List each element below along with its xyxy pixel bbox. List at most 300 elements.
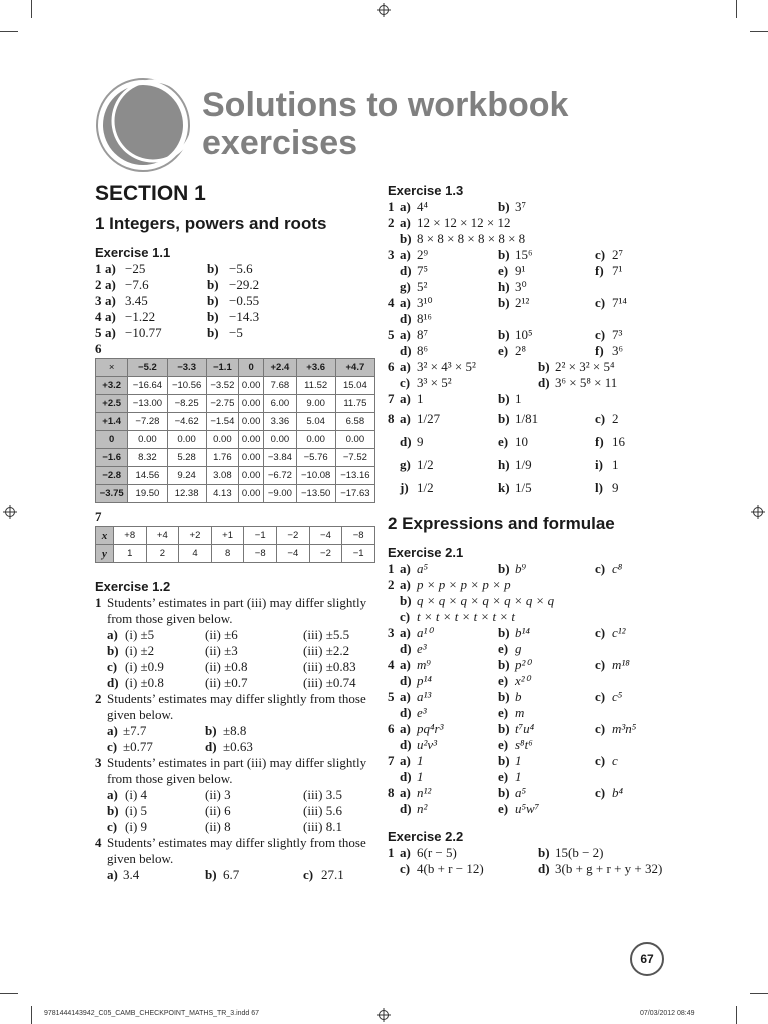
answer-value: 1 <box>515 769 522 784</box>
question-number-label: 1 <box>388 199 395 214</box>
part-label: d) <box>400 737 412 752</box>
part-label: a) <box>400 845 411 860</box>
row-header: +2.5 <box>96 395 128 413</box>
answer-cell: (ii) ±3 <box>205 643 238 658</box>
part-label: b) <box>498 657 510 672</box>
table-cell: 9.00 <box>296 395 335 413</box>
answer-value: e³ <box>417 641 427 656</box>
answer-row <box>388 311 688 327</box>
table-cell: 4.13 <box>206 485 238 503</box>
question-number-label: 7 <box>95 509 102 524</box>
answer-cell: (iii) ±5.5 <box>303 627 350 642</box>
table-cell: 0.00 <box>239 395 264 413</box>
answer-value: 7³ <box>612 327 623 342</box>
answer-row <box>388 295 688 311</box>
question-number-label: 1 <box>95 595 102 610</box>
part-label: c) <box>595 327 606 342</box>
answer-value: s⁸t⁶ <box>515 737 533 752</box>
table-cell: −7.28 <box>128 413 167 431</box>
answer-row <box>95 723 375 739</box>
table-cell: 1.76 <box>206 449 238 467</box>
part-label: c) <box>595 411 606 426</box>
table-cell: −1.54 <box>206 413 238 431</box>
part-label: b) <box>498 247 510 262</box>
question-number-label: 4 <box>95 835 102 850</box>
table-cell: −10.56 <box>167 377 206 395</box>
answer-row <box>95 819 375 835</box>
crop-mark <box>31 1006 32 1024</box>
part-label: c) <box>400 375 411 390</box>
question-number <box>95 341 375 357</box>
answer-value: 3(b + g + r + y + 32) <box>555 861 663 876</box>
answer-value: b <box>515 689 522 704</box>
question-text-body: Students’ estimates may differ slightly from those given below. <box>107 835 366 866</box>
part-label: a) <box>400 411 411 426</box>
table-cell: 0.00 <box>239 485 264 503</box>
part-label: a) <box>400 689 411 704</box>
question-number-label: 2 <box>388 577 395 592</box>
answer-row <box>388 845 688 861</box>
part-label: c) <box>595 657 606 672</box>
answer-value: 9¹ <box>515 263 526 278</box>
answer-cell: (iii) ±0.74 <box>303 675 356 690</box>
answer-value: pq⁴r³ <box>417 721 444 736</box>
answer-value: c⁸ <box>612 561 623 576</box>
answer-value: m¹⁸ <box>612 657 630 672</box>
row-header: 0 <box>96 431 128 449</box>
answer-cell: a) <box>105 293 116 308</box>
answer-value: 2⁷ <box>612 247 624 262</box>
answer-value: 3² × 4³ × 5² <box>417 359 476 374</box>
answer-cell: 4 <box>95 309 102 324</box>
answer-cell: ±7.7 <box>123 723 147 738</box>
part-label: d) <box>400 769 412 784</box>
part-label: e) <box>498 343 509 358</box>
answer-row <box>388 721 688 737</box>
row-header: x <box>96 527 114 545</box>
table-cell: −9.00 <box>264 485 296 503</box>
answer-cell: d) <box>107 675 119 690</box>
part-label: e) <box>498 263 509 278</box>
answer-row <box>388 215 688 231</box>
part-label: e) <box>498 769 509 784</box>
part-label: c) <box>595 561 606 576</box>
answer-value: x²⁰ <box>515 673 530 688</box>
part-label: b) <box>400 231 412 246</box>
part-label: e) <box>498 434 509 449</box>
answer-value: 1 <box>417 753 424 768</box>
answer-row <box>388 343 688 359</box>
answer-value: 1 <box>417 769 424 784</box>
answer-row <box>95 803 375 819</box>
answer-value: 9 <box>612 480 619 495</box>
exercise-heading: Exercise 1.1 <box>95 245 171 260</box>
part-label: b) <box>498 561 510 576</box>
answer-cell: c) <box>107 739 118 754</box>
answer-row <box>388 375 688 391</box>
column-header: +2.4 <box>264 359 296 377</box>
answer-cell: (i) 9 <box>125 819 148 834</box>
answer-row <box>388 625 688 641</box>
row-header: +1.4 <box>96 413 128 431</box>
table-cell: 4 <box>179 545 212 563</box>
answer-row <box>95 867 375 883</box>
answer-cell: a) <box>107 627 118 642</box>
table-cell: 8 <box>211 545 244 563</box>
answer-cell: b) <box>207 325 219 340</box>
exercise-heading: Exercise 2.1 <box>388 545 464 560</box>
question-text-body: Students’ estimates may differ slightly from those given below. <box>107 691 366 722</box>
answer-cell: b) <box>107 643 119 658</box>
answer-cell: −1.22 <box>125 309 156 324</box>
part-label: a) <box>400 359 411 374</box>
table-cell: −4.62 <box>167 413 206 431</box>
answer-cell: b) <box>107 803 119 818</box>
part-label: d) <box>538 375 550 390</box>
answer-row <box>388 785 688 801</box>
answer-row <box>95 627 375 643</box>
answer-cell: −5.6 <box>229 261 253 276</box>
table-cell: 0.00 <box>264 431 296 449</box>
answer-value: 2² × 3² × 5⁴ <box>555 359 615 374</box>
answer-cell: −25 <box>125 261 146 276</box>
column-header: −3.3 <box>167 359 206 377</box>
answer-row <box>388 689 688 705</box>
table-cell: 0.00 <box>239 431 264 449</box>
answer-row <box>388 476 688 499</box>
part-label: j) <box>400 480 409 495</box>
part-label: d) <box>400 673 412 688</box>
registration-mark-icon <box>3 505 17 519</box>
answer-cell: a) <box>105 309 116 324</box>
answer-value: b⁴ <box>612 785 624 800</box>
answer-value: c¹² <box>612 625 626 640</box>
answer-row <box>388 453 688 476</box>
title-line: exercises <box>202 124 358 162</box>
table-cell: 7.68 <box>264 377 296 395</box>
part-label: b) <box>538 845 550 860</box>
registration-mark-icon <box>377 3 391 17</box>
question-number-label: 7 <box>388 753 395 768</box>
answer-cell: (ii) ±0.8 <box>205 659 248 674</box>
answer-value: m <box>515 705 525 720</box>
part-label: h) <box>498 457 510 472</box>
answer-list <box>388 199 688 499</box>
xy-table <box>95 526 375 563</box>
part-label: e) <box>498 737 509 752</box>
part-label: g) <box>400 457 411 472</box>
answer-value: 1/5 <box>515 480 532 495</box>
print-timestamp: 07/03/2012 08:49 <box>640 1010 695 1017</box>
page-number: 67 <box>630 942 664 976</box>
answer-row <box>388 279 688 295</box>
answer-value: 1 <box>612 457 619 472</box>
question-number <box>95 509 375 525</box>
part-label: b) <box>400 593 412 608</box>
answer-cell: (iii) 3.5 <box>303 787 342 802</box>
right-column <box>388 183 688 877</box>
part-label: e) <box>498 673 509 688</box>
answer-value: 8⁷ <box>417 327 429 342</box>
question-number-label: 8 <box>388 411 395 426</box>
question-text-body: Students’ estimates in part (iii) may differ slightly from those given below. <box>107 755 367 786</box>
table-cell: 0.00 <box>239 449 264 467</box>
answer-value: e³ <box>417 705 427 720</box>
table-cell: 0.00 <box>128 431 167 449</box>
table-cell: −8 <box>342 527 375 545</box>
answer-cell: (ii) 6 <box>205 803 231 818</box>
answer-value: 1/2 <box>417 480 434 495</box>
answer-row <box>388 801 688 817</box>
answer-value: 1/81 <box>515 411 539 426</box>
answer-value: 2⁸ <box>515 343 527 358</box>
answer-value: 3⁶ × 5⁸ × 11 <box>555 375 618 390</box>
part-label: a) <box>400 295 411 310</box>
answer-row <box>388 231 688 247</box>
answer-value: 15⁶ <box>515 247 533 262</box>
table-cell: 2 <box>146 545 179 563</box>
answer-row <box>95 293 375 309</box>
table-cell: −1 <box>244 527 277 545</box>
answer-value: 3⁷ <box>515 199 527 214</box>
part-label: a) <box>400 247 411 262</box>
part-label: f) <box>595 343 604 358</box>
answer-cell: −29.2 <box>229 277 260 292</box>
section-heading: SECTION 1 <box>95 182 206 205</box>
answer-cell: a) <box>107 867 118 882</box>
part-label: a) <box>400 753 411 768</box>
answer-value: u⁵w⁷ <box>515 801 540 816</box>
question-number-label: 6 <box>95 341 102 356</box>
answer-row <box>95 277 375 293</box>
part-label: c) <box>595 247 606 262</box>
question-number-label: 3 <box>388 247 395 262</box>
answer-row <box>388 673 688 689</box>
registration-mark-icon <box>751 505 765 519</box>
question-text <box>95 691 375 723</box>
part-label: c) <box>595 785 606 800</box>
part-label: d) <box>400 434 412 449</box>
answer-row <box>388 861 688 877</box>
answer-value: 16 <box>612 434 625 449</box>
answer-value: p¹⁴ <box>417 673 432 688</box>
exercise-heading: Exercise 1.3 <box>388 183 464 198</box>
answer-value: 1/9 <box>515 457 532 472</box>
answer-cell: 3 <box>95 293 102 308</box>
table-cell: 5.04 <box>296 413 335 431</box>
question-number-label: 2 <box>95 691 102 706</box>
table-cell: 0.00 <box>239 413 264 431</box>
answer-cell: ±0.77 <box>123 739 153 754</box>
column-header: −5.2 <box>128 359 167 377</box>
answer-cell: 2 <box>95 277 102 292</box>
answer-cell: (i) ±0.8 <box>125 675 164 690</box>
answer-list <box>388 845 688 877</box>
answer-value: 12 × 12 × 12 × 12 <box>417 215 511 230</box>
table-cell: 0.00 <box>239 377 264 395</box>
row-header: y <box>96 545 114 563</box>
answer-value: 3¹⁰ <box>417 295 433 310</box>
part-label: d) <box>538 861 550 876</box>
answer-row <box>95 325 375 341</box>
row-header: −1.6 <box>96 449 128 467</box>
part-label: a) <box>400 391 411 406</box>
table-cell: −13.16 <box>335 467 374 485</box>
column-header: −1.1 <box>206 359 238 377</box>
part-label: e) <box>498 641 509 656</box>
part-label: d) <box>400 343 412 358</box>
answer-value: t × t × t × t × t × t <box>417 609 516 624</box>
part-label: a) <box>400 577 411 592</box>
answer-value: 10⁵ <box>515 327 533 342</box>
question-text <box>95 755 375 787</box>
part-label: e) <box>498 801 509 816</box>
answer-cell: ±8.8 <box>223 723 247 738</box>
table-cell: 11.75 <box>335 395 374 413</box>
answer-row <box>388 609 688 625</box>
answer-value: t⁷u⁴ <box>515 721 535 736</box>
table-cell: −3.52 <box>206 377 238 395</box>
answer-cell: (i) ±2 <box>125 643 155 658</box>
answer-cell: d) <box>205 739 217 754</box>
answer-value: 7⁵ <box>417 263 429 278</box>
answer-value: 1/27 <box>417 411 441 426</box>
question-number-label: 3 <box>95 755 102 770</box>
chapter-heading: 1 Integers, powers and roots <box>95 214 327 233</box>
answer-cell: a) <box>105 277 116 292</box>
question-number-label: 6 <box>388 359 395 374</box>
answer-cell: b) <box>207 293 219 308</box>
answer-cell: c) <box>303 867 314 882</box>
table-cell: 12.38 <box>167 485 206 503</box>
chapter-heading: 2 Expressions and formulae <box>388 514 615 533</box>
answer-cell: a) <box>107 723 118 738</box>
answer-value: 3⁶ <box>612 343 624 358</box>
answer-value: 1/2 <box>417 457 434 472</box>
question-number-label: 5 <box>388 327 395 342</box>
part-label: d) <box>400 705 412 720</box>
column-header: +4.7 <box>335 359 374 377</box>
part-label: b) <box>498 785 510 800</box>
table-cell: +4 <box>146 527 179 545</box>
answer-row <box>388 561 688 577</box>
question-text <box>95 595 375 627</box>
answer-row <box>388 199 688 215</box>
table-cell: −17.63 <box>335 485 374 503</box>
answer-row <box>388 430 688 453</box>
part-label: c) <box>595 625 606 640</box>
question-number-label: 8 <box>388 785 395 800</box>
table-cell: +2 <box>179 527 212 545</box>
table-cell: −6.72 <box>264 467 296 485</box>
answer-value: 8¹⁶ <box>417 311 432 326</box>
answer-cell: (iii) ±0.83 <box>303 659 356 674</box>
table-cell: 3.08 <box>206 467 238 485</box>
part-label: c) <box>400 609 411 624</box>
answer-value: 4⁴ <box>417 199 429 214</box>
row-header: −3.75 <box>96 485 128 503</box>
answer-cell: ±0.63 <box>223 739 253 754</box>
answer-value: c⁵ <box>612 689 623 704</box>
table-cell: −5.76 <box>296 449 335 467</box>
page-title <box>202 86 622 162</box>
answer-value: n² <box>417 801 428 816</box>
table-corner: × <box>96 359 128 377</box>
part-label: a) <box>400 721 411 736</box>
table-cell: −4 <box>309 527 342 545</box>
answer-value: u²v³ <box>417 737 438 752</box>
answer-cell: −7.6 <box>125 277 149 292</box>
answer-row <box>95 787 375 803</box>
answer-row <box>95 643 375 659</box>
column-header: 0 <box>239 359 264 377</box>
table-cell: 9.24 <box>167 467 206 485</box>
answer-value: 4(b + r − 12) <box>417 861 484 876</box>
multiplication-table <box>95 358 375 503</box>
answer-cell: −5 <box>229 325 243 340</box>
answer-value: 2 <box>612 411 619 426</box>
answer-row <box>95 659 375 675</box>
answer-row <box>388 657 688 673</box>
registration-mark-icon <box>377 1008 391 1022</box>
part-label: g) <box>400 279 411 294</box>
row-header: −2.8 <box>96 467 128 485</box>
answer-row <box>388 263 688 279</box>
answer-value: a¹³ <box>417 689 432 704</box>
answer-cell: (ii) ±0.7 <box>205 675 248 690</box>
part-label: b) <box>498 411 510 426</box>
answer-cell: (i) 5 <box>125 803 148 818</box>
answer-value: q × q × q × q × q × q × q <box>417 593 555 608</box>
answer-row <box>95 739 375 755</box>
question-number-label: 2 <box>388 215 395 230</box>
answer-row <box>388 391 688 407</box>
part-label: a) <box>400 625 411 640</box>
table-cell: 6.00 <box>264 395 296 413</box>
part-label: c) <box>400 861 411 876</box>
answer-cell: −0.55 <box>229 293 260 308</box>
answer-list <box>95 627 375 691</box>
answer-value: p × p × p × p × p <box>417 577 511 592</box>
part-label: a) <box>400 327 411 342</box>
answer-value: 1 <box>515 753 522 768</box>
answer-row <box>388 737 688 753</box>
part-label: a) <box>400 215 411 230</box>
answer-value: m⁹ <box>417 657 431 672</box>
table-cell: 1 <box>113 545 146 563</box>
answer-cell: (iii) 5.6 <box>303 803 342 818</box>
table-cell: 0.00 <box>296 431 335 449</box>
part-label: a) <box>400 199 411 214</box>
answer-cell: c) <box>107 819 118 834</box>
answer-value: 2⁹ <box>417 247 429 262</box>
part-label: f) <box>595 263 604 278</box>
answer-cell: (ii) 8 <box>205 819 231 834</box>
answer-cell: −10.77 <box>125 325 162 340</box>
answer-value: 8⁶ <box>417 343 429 358</box>
table-cell: 0.00 <box>167 431 206 449</box>
part-label: b) <box>498 199 510 214</box>
table-cell: −7.52 <box>335 449 374 467</box>
answer-cell: b) <box>207 277 219 292</box>
table-cell: 0.00 <box>335 431 374 449</box>
answer-value: a⁵ <box>515 785 527 800</box>
table-cell: −2 <box>309 545 342 563</box>
answer-value: 7¹⁴ <box>612 295 627 310</box>
answer-row <box>95 309 375 325</box>
exercise-heading: Exercise 1.2 <box>95 579 171 594</box>
table-cell: −10.08 <box>296 467 335 485</box>
